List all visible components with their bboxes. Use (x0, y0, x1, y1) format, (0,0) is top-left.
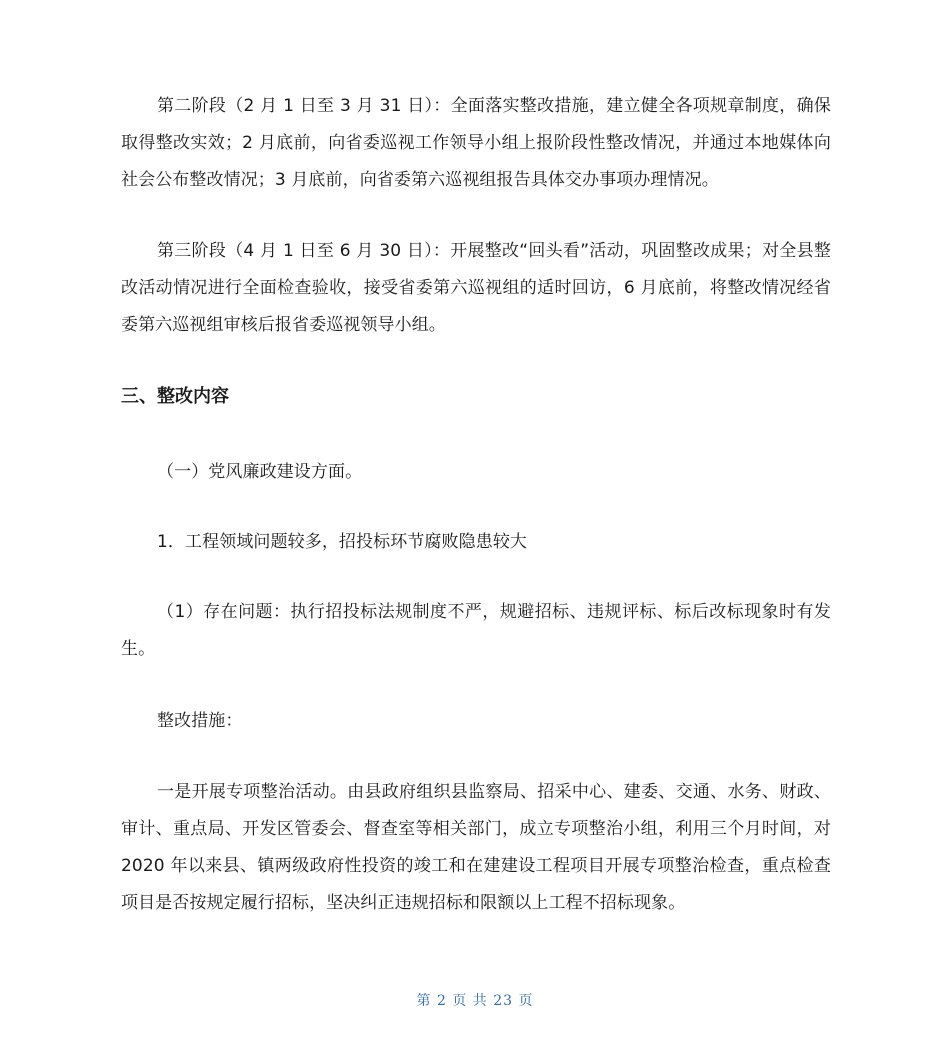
subsection-title: （一）党风廉政建设方面。 (157, 462, 363, 482)
page-footer (0, 990, 950, 1010)
paragraph-stage-three: 第三阶段（4 月 1 日至 6 月 30 日）：开展整改“回头看”活动，巩固整改成果；对全县整改活动情况进行全面检查验收，接受省委第六巡视组的适时回访，6 月底前，将整改情况经省委第六巡视组审核后报省委巡视领导小组。 (121, 241, 831, 335)
page-number-label: 第 2 页 共 23 页 (416, 993, 534, 1009)
paragraph-stage-two: 第二阶段（2 月 1 日至 3 月 31 日）：全面落实整改措施，建立健全各项规章制度，确保取得整改实效；2 月底前，向省委巡视工作领导小组上报阶段性整改情况，并通过本地媒体向社会公布整改情况；3 月底前，向省委第六巡视组报告具体交办事项办理情况。 (121, 96, 831, 190)
measures-label: 整改措施： (157, 711, 243, 731)
section-heading: 三、整改内容 (121, 386, 229, 407)
item-title: 1．工程领域问题较多，招投标环节腐败隐患较大 (157, 532, 528, 552)
measure-one-paragraph: 一是开展专项整治活动。由县政府组织县监察局、招采中心、建委、交通、水务、财政、审计、重点局、开发区管委会、督查室等相关部门，成立专项整治小组，利用三个月时间，对 2020 年以来县、镇两级政府性投资的竣工和在建建设工程项目开展专项整治检查，重点检查项目是否按规定履行招标，坚决纠正违规招标和限额以上工程不招标现象。 (121, 782, 831, 913)
problem-paragraph: （1）存在问题：执行招投标法规制度不严，规避招标、违规评标、标后改标现象时有发生。 (121, 602, 831, 659)
